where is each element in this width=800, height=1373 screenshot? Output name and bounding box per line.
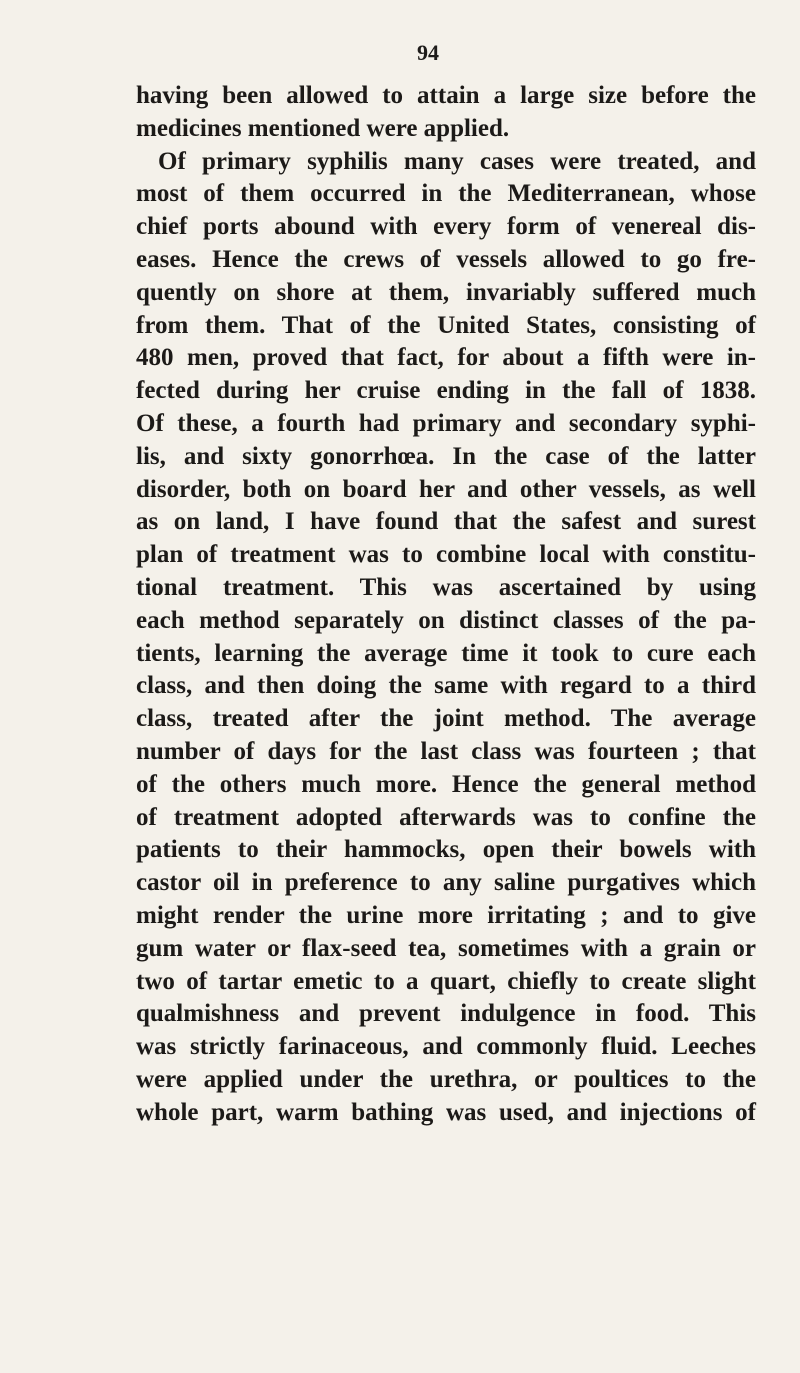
text-line: number of days for the last class was fourteen ; that: [136, 737, 756, 765]
text-line: castor oil in preference to any saline purgatives which: [136, 869, 756, 897]
text-line: class, and then doing the same with regard to a third: [136, 672, 756, 700]
text-line: was strictly farinaceous, and commonly fluid. Leeches: [136, 1033, 756, 1061]
text-line: fected during her cruise ending in the fall of 1838.: [136, 377, 756, 405]
text-line: as on land, I have found that the safest and surest: [136, 508, 756, 536]
text-line: quently on shore at them, invariably suffered much: [136, 278, 756, 306]
text-line: each method separately on distinct classes of the pa-: [136, 606, 756, 634]
body-text: [136, 80, 756, 1130]
text-line: chief ports abound with every form of venereal dis-: [136, 213, 756, 241]
text-line: Of these, a fourth had primary and secondary syphi-: [136, 409, 756, 437]
text-line: lis, and sixty gonorrhœa. In the case of the latter: [136, 442, 756, 470]
text-line: of the others much more. Hence the general method: [136, 770, 756, 798]
text-line: gum water or flax-seed tea, sometimes with a grain or: [136, 934, 756, 962]
text-line: plan of treatment was to combine local with constitu-: [136, 541, 756, 569]
text-line: disorder, both on board her and other vessels, as well: [136, 475, 756, 503]
text-line: might render the urine more irritating ; and to give: [136, 901, 756, 929]
text-line: having been allowed to attain a large size before the: [136, 82, 756, 109]
text-line: patients to their hammocks, open their bowels with: [136, 836, 756, 864]
text-line: most of them occurred in the Mediterranean, whose: [136, 180, 756, 208]
text-line: Of primary syphilis many cases were treated, and: [158, 147, 756, 175]
text-line: tional treatment. This was ascertained by using: [136, 573, 756, 601]
text-line: whole part, warm bathing was used, and injections of: [136, 1098, 756, 1126]
text-line: medicines mentioned were applied.: [136, 114, 510, 142]
text-line: qualmishness and prevent indulgence in food. This: [136, 1000, 756, 1028]
text-line: eases. Hence the crews of vessels allowed to go fre-: [136, 245, 756, 273]
text-line: were applied under the urethra, or poultices to the: [136, 1065, 756, 1093]
page-number: 94: [417, 40, 439, 65]
text-line: tients, learning the average time it took to cure each: [136, 639, 756, 667]
text-line: two of tartar emetic to a quart, chiefly to create slight: [136, 967, 756, 995]
text-line: of treatment adopted afterwards was to confine the: [136, 803, 756, 831]
text-line: class, treated after the joint method. The average: [136, 705, 756, 733]
text-line: from them. That of the United States, consisting of: [136, 311, 756, 339]
text-line: 480 men, proved that fact, for about a fifth were in-: [136, 344, 756, 372]
